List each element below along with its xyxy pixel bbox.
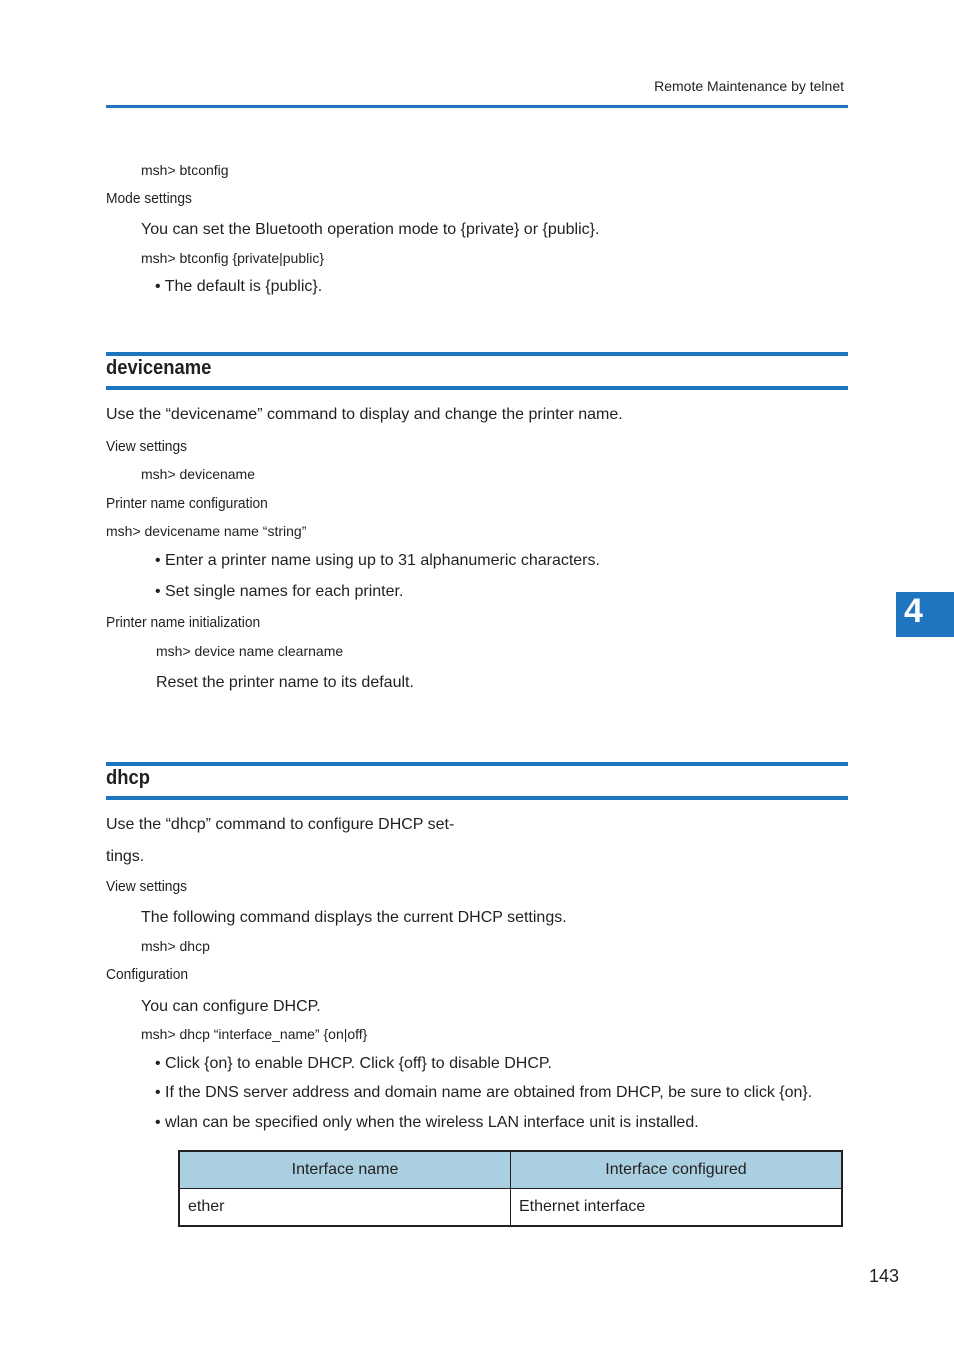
- section-rule-bottom: [106, 796, 848, 800]
- mode-settings-text: You can set the Bluetooth operation mode to {private} or {public}.: [141, 221, 600, 238]
- dhcp-view-text: The following command displays the current DHCP settings.: [141, 909, 567, 926]
- table-header-row: [179, 1151, 842, 1189]
- command-clearname: msh> device name clearname: [156, 643, 344, 659]
- bullet-dns-server: • If the DNS server address and domain name are obtained from DHCP, be sure to click {on}.: [155, 1084, 813, 1101]
- chapter-tab: [896, 592, 954, 637]
- dhcp-intro-line2: tings.: [106, 848, 145, 865]
- section-title-devicename: devicename: [106, 357, 212, 379]
- subheading-dhcp-configuration: Configuration: [106, 966, 189, 983]
- table-cell: Ethernet interface: [511, 1189, 843, 1227]
- chapter-number: 4: [904, 592, 923, 630]
- header-rule: [106, 105, 848, 108]
- command-devicename-name: msh> devicename name “string”: [106, 523, 307, 539]
- subheading-mode-settings: Mode settings: [106, 190, 192, 207]
- subheading-printer-name-config: Printer name configuration: [106, 495, 268, 512]
- table-cell: ether: [179, 1189, 511, 1227]
- command-btconfig-mode: msh> btconfig {private|public}: [141, 250, 325, 266]
- bullet-single-names: • Set single names for each printer.: [155, 583, 404, 600]
- running-header: Remote Maintenance by telnet: [654, 78, 844, 94]
- command-dhcp: msh> dhcp: [141, 938, 210, 954]
- subheading-dhcp-view-settings: View settings: [106, 878, 188, 895]
- command-dhcp-config: msh> dhcp “interface_name” {on|off}: [141, 1026, 368, 1042]
- column-header-interface-name: Interface name: [179, 1151, 511, 1189]
- command-devicename: msh> devicename: [141, 466, 256, 482]
- devicename-intro: Use the “devicename” command to display and change the printer name.: [106, 406, 623, 423]
- dhcp-intro-line1: Use the “dhcp” command to configure DHCP set-: [106, 816, 455, 833]
- bullet-wlan: • wlan can be specified only when the wireless LAN interface unit is installed.: [155, 1114, 699, 1131]
- subheading-view-settings: View settings: [106, 438, 188, 455]
- section-rule-bottom: [106, 386, 848, 390]
- bullet-printer-name-length: • Enter a printer name using up to 31 alphanumeric characters.: [155, 552, 600, 569]
- bullet-dhcp-on-off: • Click {on} to enable DHCP. Click {off} to disable DHCP.: [155, 1055, 552, 1072]
- subheading-printer-name-init: Printer name initialization: [106, 614, 261, 631]
- init-text: Reset the printer name to its default.: [156, 674, 414, 691]
- page-number: 143: [868, 1266, 899, 1286]
- section-rule-top: [106, 352, 848, 356]
- interface-table: [178, 1150, 843, 1227]
- table-row: [179, 1189, 842, 1227]
- section-rule-top: [106, 762, 848, 766]
- section-title-dhcp: dhcp: [106, 767, 150, 789]
- dhcp-config-text: You can configure DHCP.: [141, 998, 321, 1015]
- column-header-interface-configured: Interface configured: [511, 1151, 843, 1189]
- bullet-default-public: • The default is {public}.: [155, 278, 323, 295]
- command-btconfig: msh> btconfig: [141, 162, 229, 178]
